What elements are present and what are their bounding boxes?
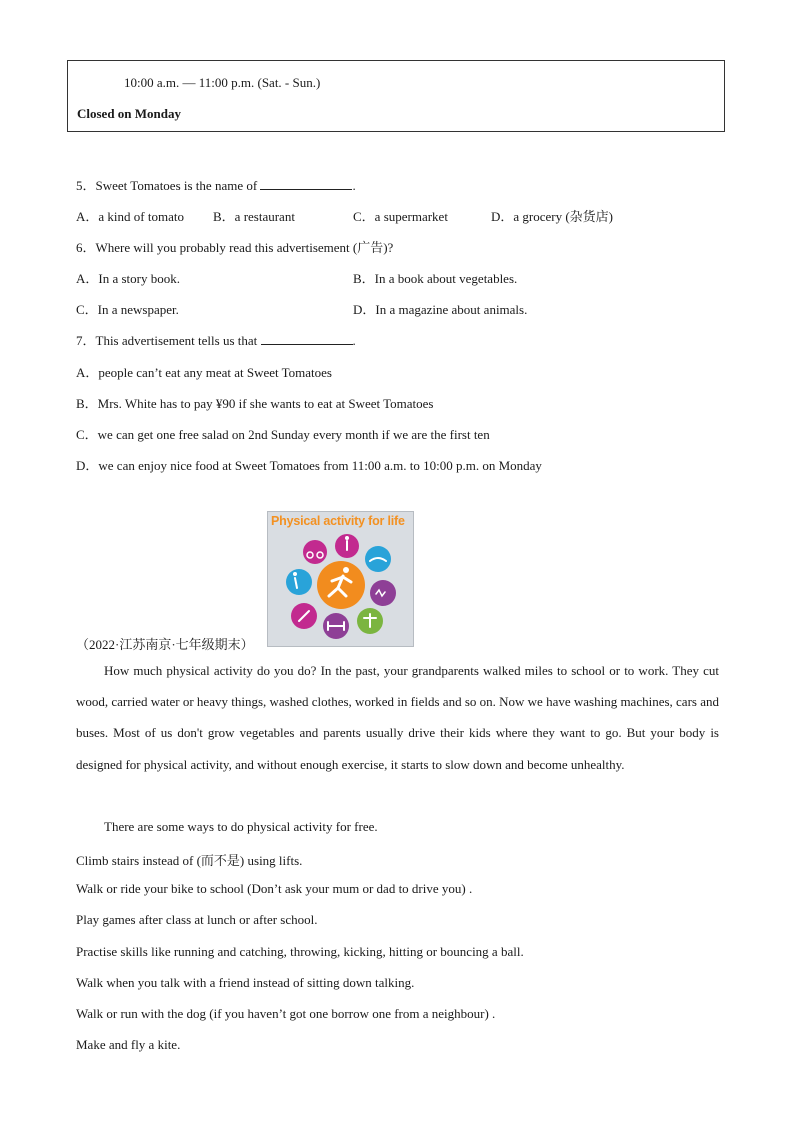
way-item-7: Make and fly a kite.: [76, 1037, 181, 1052]
question-5-option-a: A．a kind of tomato: [76, 209, 184, 224]
question-6-option-b: B．In a book about vegetables.: [353, 271, 518, 286]
passage-paragraph-2: There are some ways to do physical activity for free.: [104, 819, 378, 834]
question-7-option-d: D．we can enjoy nice food at Sweet Tomatoes from 11:00 a.m. to 10:00 p.m. on Monday: [76, 458, 542, 473]
closed-day: Closed on Monday: [77, 106, 182, 121]
heart-rate-icon: [370, 580, 396, 606]
opening-hours-box: [67, 60, 725, 132]
poster-title: Physical activity for life: [271, 514, 405, 528]
answer-blank: [260, 177, 352, 190]
weekend-hours: 10:00 a.m. — 11:00 p.m. (Sat. - Sun.): [124, 75, 321, 90]
question-5-stem: 5．Sweet Tomatoes is the name of .: [76, 178, 356, 193]
way-item-5: Walk when you talk with a friend instead of sitting down talking.: [76, 975, 415, 990]
way-item-4: Practise skills like running and catching, throwing, kicking, hitting or bouncing a ball.: [76, 944, 524, 959]
way-item-1: Climb stairs instead of (而不是) using lifts.: [76, 853, 303, 868]
question-7-option-c: C．we can get one free salad on 2nd Sunday every month if we are the first ten: [76, 427, 490, 442]
question-5-option-d: D．a grocery (杂货店): [491, 209, 614, 224]
question-5-option-b: B．a restaurant: [213, 209, 295, 224]
way-item-3: Play games after class at lunch or after school.: [76, 912, 318, 927]
question-6-option-d: D．In a magazine about animals.: [353, 302, 528, 317]
question-6-stem: 6．Where will you probably read this advertisement (广告)?: [76, 240, 394, 255]
way-item-2: Walk or ride your bike to school (Don’t ask your mum or dad to drive you) .: [76, 881, 473, 896]
question-7-option-b: B．Mrs. White has to pay ¥90 if she wants to eat at Sweet Tomatoes: [76, 396, 434, 411]
question-7-option-a: A．people can’t eat any meat at Sweet Tomatoes: [76, 365, 332, 380]
question-7-stem: 7．This advertisement tells us that .: [76, 333, 356, 348]
passage-source: （2022·江苏南京·七年级期末）: [76, 637, 254, 652]
physical-activity-poster: [267, 511, 414, 647]
way-item-6: Walk or run with the dog (if you haven’t got one borrow one from a neighbour) .: [76, 1006, 496, 1021]
answer-blank: [261, 332, 353, 345]
question-6-option-c: C．In a newspaper.: [76, 302, 179, 317]
question-5-option-c: C．a supermarket: [353, 209, 448, 224]
runner-icon: [317, 561, 365, 609]
question-6-option-a: A．In a story book.: [76, 271, 180, 286]
dog-walking-icon: [286, 569, 312, 595]
cycling-icon: [303, 540, 327, 564]
activity-icons: [268, 530, 413, 646]
passage-paragraph-1: How much physical activity do you do? In the past, your grandparents walked miles to school or to work. They cut wood, carried water or heavy things, washed clothes, worked in fields and so on. Now we have washing machines, cars and buses. Most of us don't grow vegetables and parents usually drive their kids where they want to go. But your body is designed for physical activity, and without enough exercise, it starts to slow down and become unhealthy.: [76, 663, 719, 772]
